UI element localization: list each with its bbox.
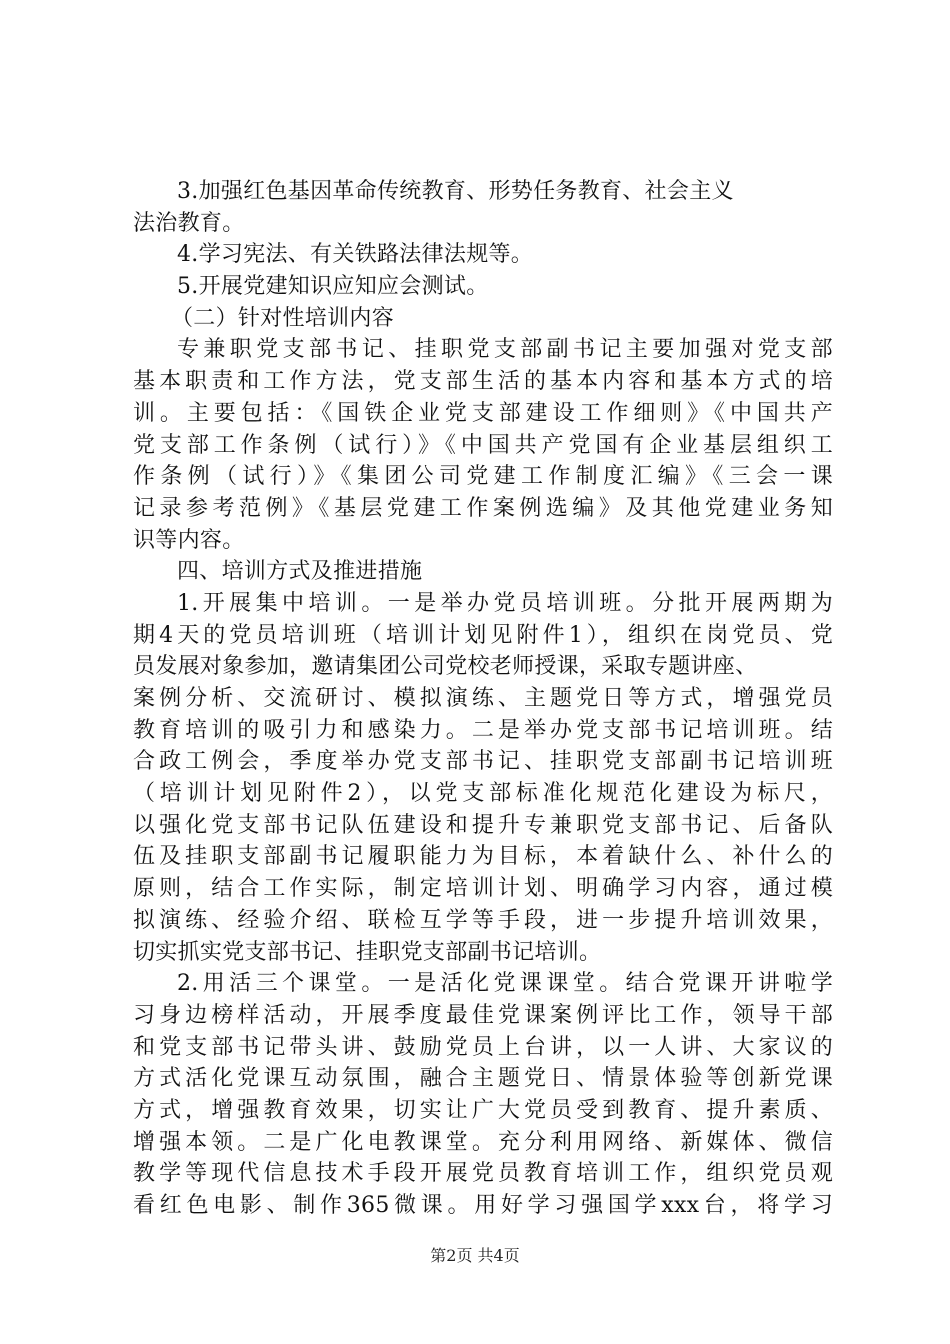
- text-line-8: 训。主要包括：《国铁企业党支部建设工作细则》《中国共产: [133, 400, 833, 426]
- section-heading-training-methods: 四、培训方式及推进措施: [177, 559, 423, 585]
- text-line-23: 原则，结合工作实际，制定培训计划、明确学习内容，通过模: [133, 876, 833, 902]
- text-line-28: 和党支部书记带头讲、鼓励党员上台讲，以一人讲、大家议的: [133, 1034, 833, 1060]
- text-line-11: 记录参考范例》《基层党建工作案例选编》及其他党建业务知: [133, 495, 833, 521]
- text-line-29: 方式活化党课互动氛围，融合主题党日、情景体验等创新党课: [133, 1066, 833, 1092]
- text-line-2: 法治教育。: [133, 210, 245, 236]
- text-line-12: 识等内容。: [133, 527, 245, 553]
- text-line-17: 案例分析、交流研讨、模拟演练、主题党日等方式，增强党员: [133, 686, 833, 711]
- text-line-32: 教学等现代信息技术手段开展党员教育培训工作，组织党员观: [133, 1161, 833, 1187]
- text-line-18: 教育培训的吸引力和感染力。二是举办党支部书记培训班。结: [133, 717, 833, 743]
- text-line-30: 方式，增强教育效果，切实让广大党员受到教育、提升素质、: [133, 1097, 833, 1123]
- text-line-33: 看红色电影、制作365微课。用好学习强国学xxx台，将学习: [133, 1193, 833, 1218]
- text-line-19: 合政工例会，季度举办党支部书记、挂职党支部副书记培训班: [133, 749, 833, 775]
- text-line-27: 习身边榜样活动，开展季度最佳党课案例评比工作，领导干部: [133, 1002, 833, 1028]
- page-number-footer: 第2页 共4页: [430, 1246, 520, 1265]
- text-line-21: 以强化党支部书记队伍建设和提升专兼职党支部书记、后备队: [133, 812, 833, 838]
- text-line-4: 5.开展党建知识应知应会测试。: [177, 274, 489, 300]
- text-line-24: 拟演练、经验介绍、联检互学等手段，进一步提升培训效果，: [133, 907, 833, 933]
- text-line-15: 期4天的党员培训班（培训计划见附件1），组织在岗党员、党: [133, 622, 833, 648]
- text-line-7: 基本职责和工作方法，党支部生活的基本内容和基本方式的培: [133, 369, 833, 395]
- document-body: [133, 178, 833, 1224]
- text-line-14: 1.开展集中培训。一是举办党员培训班。分批开展两期为: [177, 590, 833, 616]
- text-line-31: 增强本领。二是广化电教课堂。充分利用网络、新媒体、微信: [133, 1129, 833, 1155]
- text-line-25: 切实抓实党支部书记、挂职党支部副书记培训。: [133, 939, 602, 965]
- text-line-20: （培训计划见附件2），以党支部标准化规范化建设为标尺，: [133, 781, 833, 807]
- text-line-26: 2.用活三个课堂。一是活化党课课堂。结合党课开讲啦学: [177, 971, 833, 997]
- text-line-6: 专兼职党支部书记、挂职党支部副书记主要加强对党支部: [177, 337, 833, 363]
- text-line-3: 4.学习宪法、有关铁路法律法规等。: [177, 242, 534, 268]
- text-line-16: 员发展对象参加，邀请集团公司党校老师授课，采取专题讲座、: [133, 654, 758, 680]
- section-heading-targeted-training: （二）针对性培训内容: [171, 305, 395, 331]
- text-line-10: 作条例（试行）》《集团公司党建工作制度汇编》《三会一课: [133, 464, 833, 490]
- text-line-22: 伍及挂职支部副书记履职能力为目标，本着缺什么、补什么的: [133, 844, 833, 870]
- text-line-9: 党支部工作条例（试行）》《中国共产党国有企业基层组织工: [133, 432, 833, 458]
- text-line-1: 3.加强红色基因革命传统教育、形势任务教育、社会主义: [177, 179, 734, 204]
